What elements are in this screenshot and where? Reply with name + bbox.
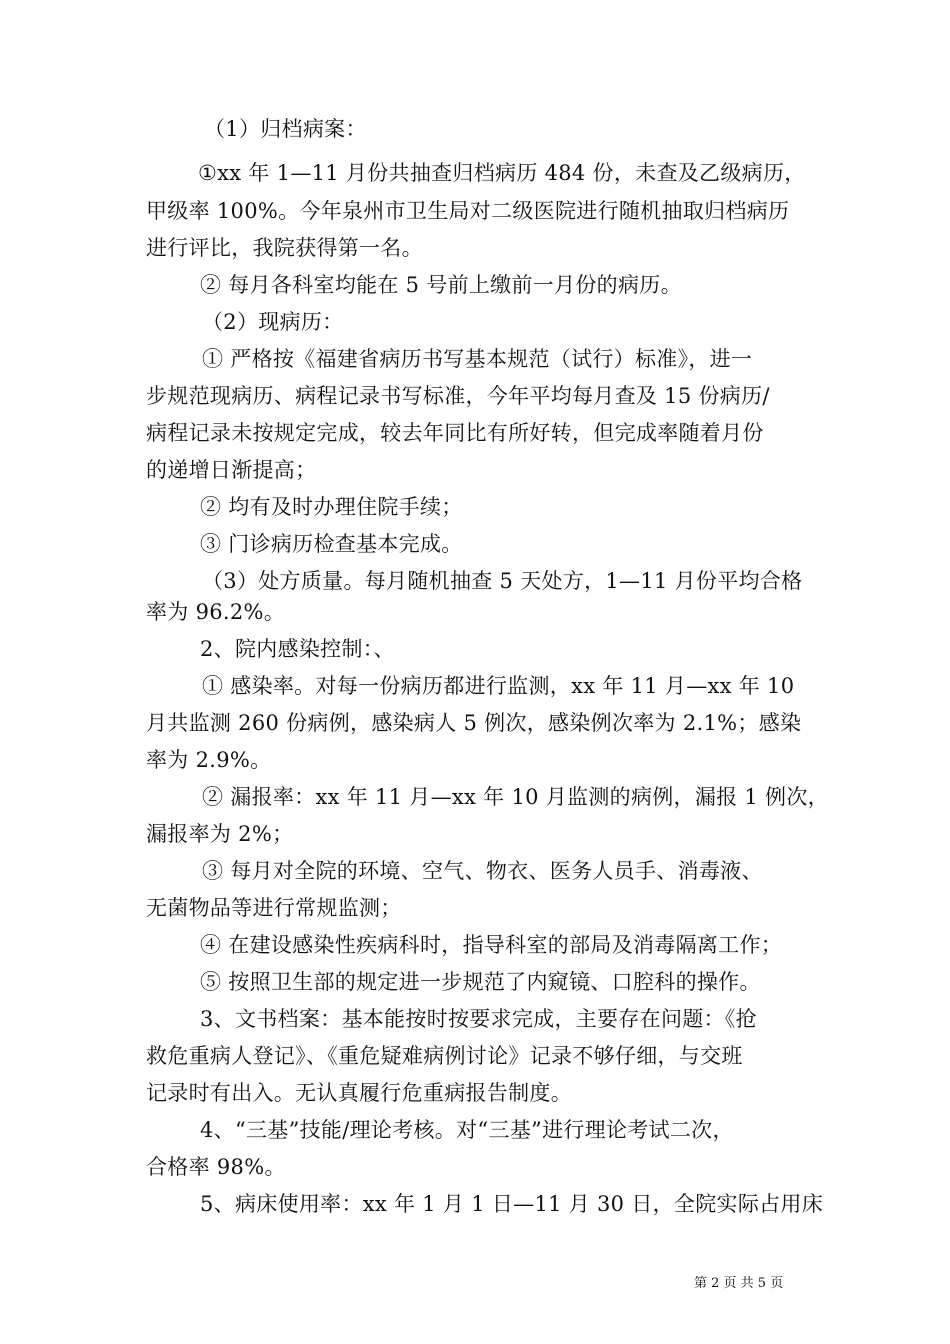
text-line: 率为 2.9%。 — [146, 748, 272, 772]
text-line: 进行评比，我院获得第一名。 — [146, 236, 423, 260]
text-line: 4、“三基”技能/理论考核。对“三基”进行理论考试二次， — [200, 1118, 734, 1142]
text-line: ④ 在建设感染性疾病科时，指导科室的部局及消毒隔离工作； — [200, 933, 783, 957]
text-line: 合格率 98%。 — [146, 1155, 286, 1179]
text-line: ① 感染率。对每一份病历都进行监测，xx 年 11 月—xx 年 10 — [202, 674, 795, 698]
text-line: 记录时有出入。无认真履行危重病报告制度。 — [146, 1081, 572, 1105]
text-line: 月共监测 260 份病例，感染病人 5 例次，感染例次率为 2.1%；感染 — [146, 711, 802, 735]
text-line: ⑤ 按照卫生部的规定进一步规范了内窥镜、口腔科的操作。 — [200, 970, 761, 994]
text-line: 无菌物品等进行常规监测； — [146, 896, 402, 920]
text-line: ② 漏报率：xx 年 11 月—xx 年 10 月监测的病例，漏报 1 例次， — [202, 785, 829, 809]
text-line: ② 每月各科室均能在 5 号前上缴前一月份的病历。 — [200, 273, 682, 297]
text-line: ①xx 年 1—11 月份共抽查归档病历 484 份，未查及乙级病历， — [198, 161, 806, 185]
text-line: 漏报率为 2%； — [146, 822, 294, 846]
text-line: （2）现病历： — [202, 310, 344, 334]
text-line: 病程记录未按规定完成，较去年同比有所好转，但完成率随着月份 — [146, 421, 764, 445]
text-line: 甲级率 100%。今年泉州市卫生局对二级医院进行随机抽取归档病历 — [146, 199, 790, 223]
text-line: 2、院内感染控制：、 — [200, 637, 395, 661]
text-line: 救危重病人登记》、《重危疑难病例讨论》记录不够仔细，与交班 — [146, 1044, 743, 1068]
text-line: （1）归档病案： — [204, 117, 367, 141]
text-line: ② 均有及时办理住院手续； — [200, 495, 463, 519]
text-line: 3、文书档案：基本能按时按要求完成，主要存在问题：《抢 — [200, 1007, 757, 1031]
text-line: （3）处方质量。每月随机抽查 5 天处方，1—11 月份平均合格 — [202, 569, 803, 593]
text-line: 的递增日渐提高； — [146, 458, 317, 482]
text-line: 率为 96.2%。 — [146, 600, 286, 624]
text-line: 5、病床使用率：xx 年 1 月 1 日—11 月 30 日，全院实际占用床 — [200, 1192, 824, 1216]
text-line: ③ 门诊病历检查基本完成。 — [200, 532, 463, 556]
page-number: 第 2 页 共 5 页 — [694, 1276, 784, 1291]
text-line: ① 严格按《福建省病历书写基本规范（试行）标准》，进一 — [202, 347, 753, 371]
text-line: ③ 每月对全院的环境、空气、物衣、医务人员手、消毒液、 — [202, 859, 763, 883]
text-line: 步规范现病历、病程记录书写标准，今年平均每月查及 15 份病历/ — [146, 384, 770, 408]
